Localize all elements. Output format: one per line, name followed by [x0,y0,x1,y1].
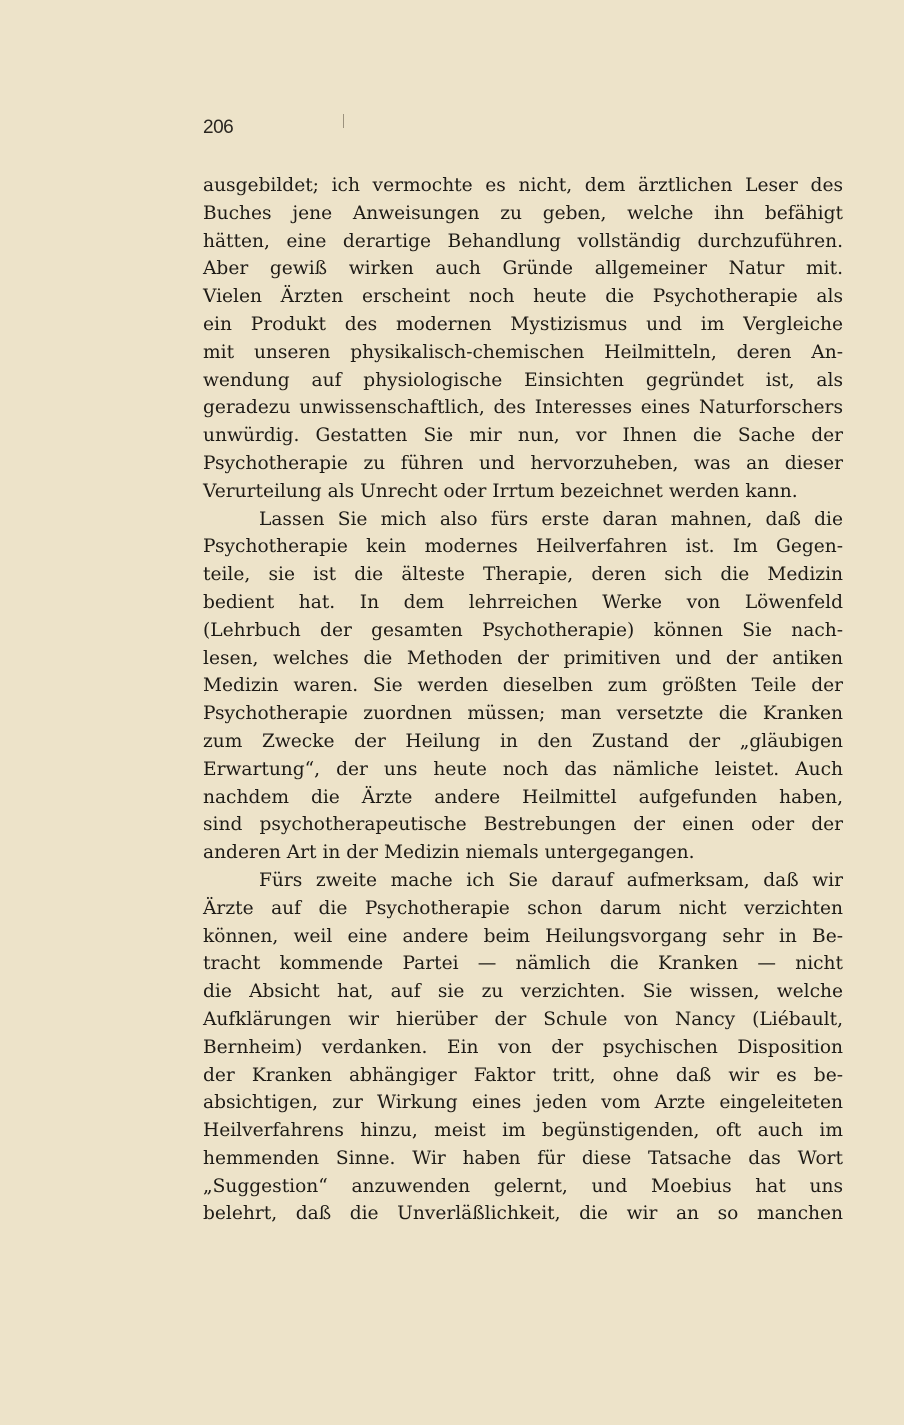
text-line: anderen Art in der Medizin niemals untergegangen. [203,842,695,864]
text-line: (Lehrbuch der gesamten Psychotherapie) können Sie nach- [203,619,843,641]
text-line: Verurteilung als Unrecht oder Irrtum bezeichnet werden kann. [203,480,798,502]
text-line: ausgebildet; ich vermochte es nicht, dem ärztlichen Leser des [203,175,843,196]
text-line: die Absicht hat, auf sie zu verzichten. Sie wissen, welche [203,981,843,1003]
text-line: Aufklärungen wir hierüber der Schule von Nancy (Liébault, [203,1008,843,1030]
text-line: hemmenden Sinne. Wir haben für diese Tatsache das Wort [203,1147,843,1169]
text-line: wendung auf physiologische Einsichten gegründet ist, als [203,369,843,391]
text-line: mit unseren physikalisch-chemischen Heilmitteln, deren An- [203,341,843,363]
text-line: Psychotherapie zu führen und hervorzuheben, was an dieser [203,452,843,474]
page-number: 206 [203,117,234,138]
text-line: Heilverfahrens hinzu, meist im begünstigenden, oft auch im [203,1120,843,1142]
text-line: können, weil eine andere beim Heilungsvorgang sehr in Be- [203,925,843,947]
margin-mark [343,114,344,128]
text-line: Erwartung“, der uns heute noch das nämliche leistet. Auch [203,758,843,780]
text-line: Ärzte auf die Psychotherapie schon darum nicht verzichten [203,897,843,919]
text-line: Aber gewiß wirken auch Gründe allgemeiner Natur mit. [203,258,843,280]
body-text [203,172,843,1228]
text-line: Psychotherapie kein modernes Heilverfahren ist. Im Gegen- [203,536,843,558]
text-line: zum Zwecke der Heilung in den Zustand der „gläubigen [203,730,843,752]
text-line: teile, sie ist die älteste Therapie, deren sich die Medizin [203,564,843,586]
text-line: absichtigen, zur Wirkung eines jeden vom Arzte eingeleiteten [203,1092,843,1114]
text-line: Vielen Ärzten erscheint noch heute die Psychotherapie als [203,286,843,308]
text-line: lesen, welches die Methoden der primitiven und der antiken [203,647,843,669]
text-line: belehrt, daß die Unverläßlichkeit, die wir an so manchen [203,1203,843,1225]
text-line: Buches jene Anweisungen zu geben, welche ihn befähigt [203,202,843,224]
text-line: der Kranken abhängiger Faktor tritt, ohne daß wir es be- [203,1064,843,1086]
text-line: Lassen Sie mich also fürs erste daran mahnen, daß die [259,508,843,530]
text-line: Fürs zweite mache ich Sie darauf aufmerksam, daß wir [259,869,843,891]
text-line: tracht kommende Partei — nämlich die Kranken — nicht [203,953,843,975]
text-line: Bernheim) verdanken. Ein von der psychischen Disposition [203,1036,843,1058]
text-line: geradezu unwissenschaftlich, des Interesses eines Naturforschers [203,397,843,419]
text-line: Psychotherapie zuordnen müssen; man versetzte die Kranken [203,703,843,725]
text-line: ein Produkt des modernen Mystizismus und im Vergleiche [203,313,843,335]
text-line: sind psychotherapeutische Bestrebungen der einen oder der [203,814,843,836]
text-line: „Suggestion“ anzuwenden gelernt, und Moebius hat uns [203,1175,843,1197]
text-line: hätten, eine derartige Behandlung vollständig durchzuführen. [203,230,843,252]
text-line: Medizin waren. Sie werden dieselben zum größten Teile der [203,675,843,697]
text-line: unwürdig. Gestatten Sie mir nun, vor Ihnen die Sache der [203,425,843,447]
text-line: nachdem die Ärzte andere Heilmittel aufgefunden haben, [203,786,843,808]
text-line: bedient hat. In dem lehrreichen Werke von Löwenfeld [203,591,843,613]
